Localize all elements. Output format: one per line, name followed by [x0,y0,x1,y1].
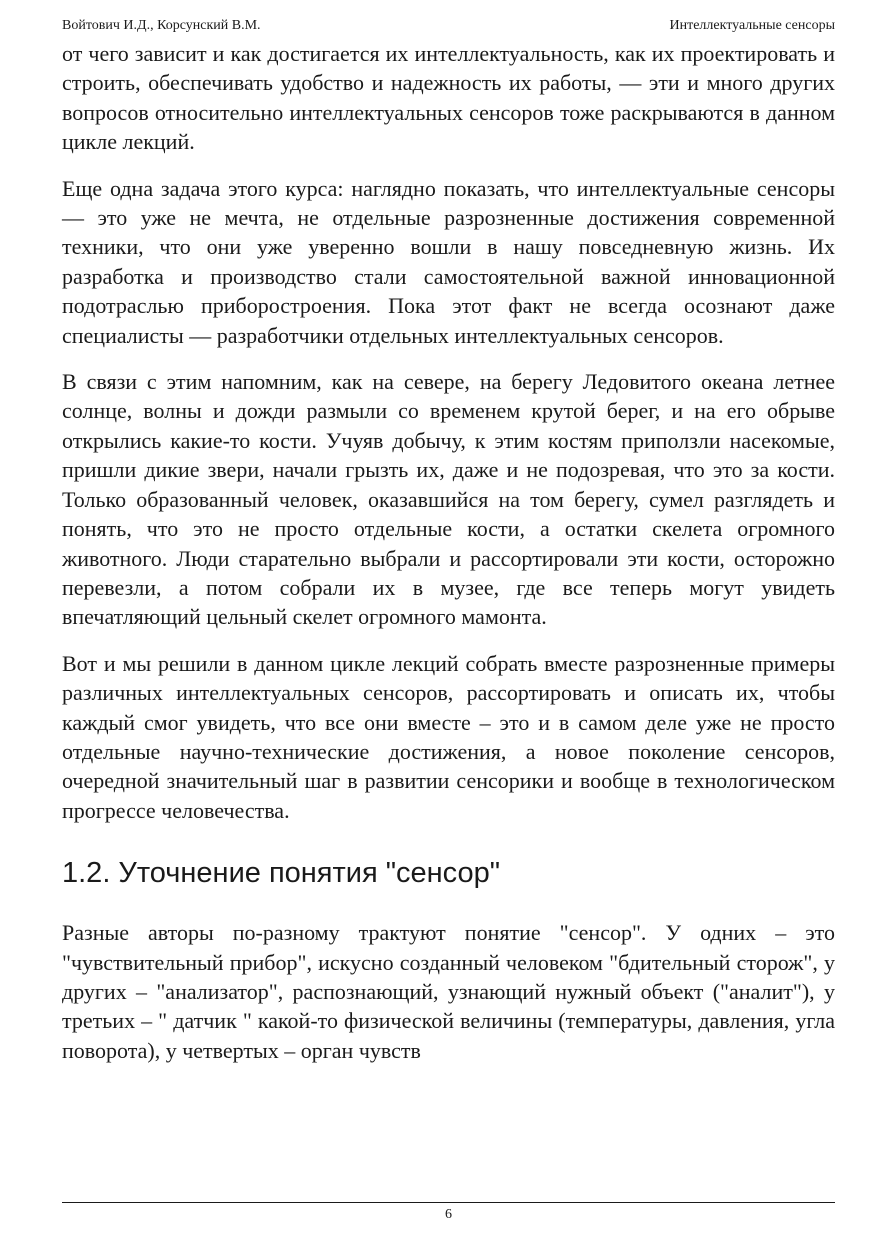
section-paragraph: Разные авторы по-разному трактуют понятие "сенсор". У одних – это "чувствительный прибор", искусно созданный человеком "бдительный сторож", у других – "анализатор", распознающий, узнающий нужный объект ("аналит"), у третьих – " датчик " какой-то физической величины (температуры, давления, угла поворота), у четвертых – орган чувств [62,920,835,1063]
paragraph: Вот и мы решили в данном цикле лекций собрать вместе разрозненные примеры различных интеллектуальных сенсоров, рассортировать и описать их, чтобы каждый смог увидеть, что все они вместе – это и в самом деле уже не просто отдельные научно-технические достижения, а новое поколение сенсоров, очередной значительный шаг в развитии сенсорики и вообще в технологическом прогрессе человечества. [62,650,835,823]
paragraph: В связи с этим напомним, как на севере, на берегу Ледовитого океана летнее солнце, волны и дожди размыли со временем крутой берег, и на его обрыве открылись какие-то кости. Учуяв добычу, к этим костям приползли насекомые, пришли дикие звери, начали грызть их, даже и не подозревая, что это за кости. Только образованный человек, оказавшийся на том берегу, сумел разглядеть и понять, что это не просто отдельные кости, а остатки скелета огромного животного. Люди старательно выбрали и рассортировали эти кости, осторожно перевезли, а потом собрали их в музее, где все теперь могут увидеть впечатляющий цельный скелет огромного мамонта. [62,369,835,630]
body-text [62,39,835,1065]
paragraph: от чего зависит и как достигается их интеллектуальность, как их проектировать и строить, обеспечивать удобство и надежность их работы, — эти и много других вопросов относительно интеллектуальных сенсоров тоже раскрываются в данном цикле лекций. [62,41,835,155]
header-book-title: Интеллектуальные сенсоры [669,18,835,33]
header-authors: Войтович И.Д., Корсунский В.М. [62,18,261,33]
document-page [62,0,835,1241]
running-header [62,17,835,35]
section-heading: 1.2. Уточнение понятия "сенсор" [62,857,501,890]
footer-divider [62,1202,835,1203]
paragraph: Еще одна задача этого курса: наглядно показать, что интеллектуальные сенсоры — это уже не мечта, не отдельные разрозненные достижения современной техники, что они уже уверенно вошли в нашу повседневную жизнь. Их разработка и производство стали самостоятельной важной инновационной подотраслью приборостроения. Пока этот факт не всегда осознают даже специалисты — разработчики отдельных интеллектуальных сенсоров. [62,175,835,348]
page-number: 6 [445,1207,452,1222]
